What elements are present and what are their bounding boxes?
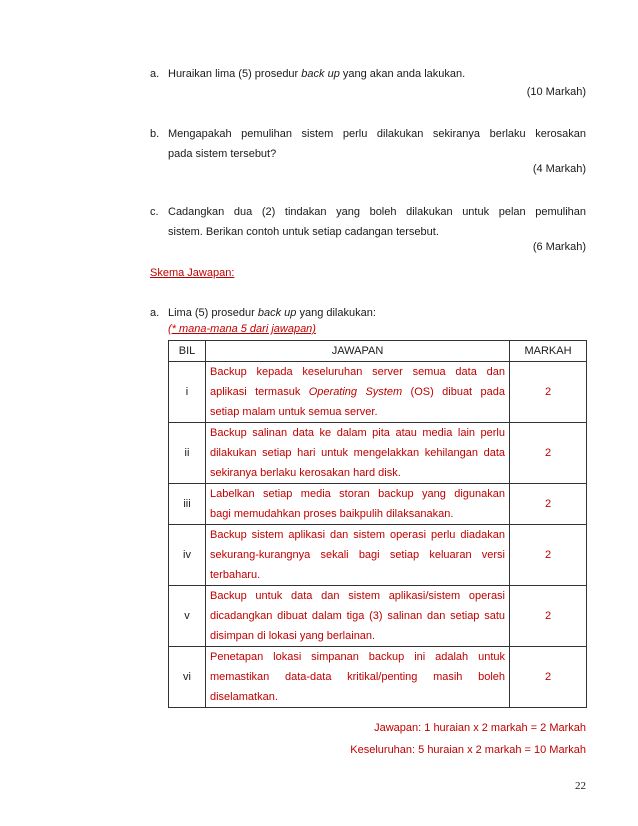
row-markah: 2 bbox=[510, 423, 587, 484]
table-row bbox=[169, 525, 587, 586]
question-c bbox=[150, 202, 586, 242]
row-markah: 2 bbox=[510, 586, 587, 647]
row-jawapan: Backup untuk data dan sistem aplikasi/sistem operasi dicadangkan dibuat dalam tiga (3) salinan dan setiap satu disimpan di lokasi yang berlainan. bbox=[206, 586, 510, 647]
question-a-text: Huraikan lima (5) prosedur back up yang akan anda lakukan. bbox=[168, 68, 466, 80]
answer-table bbox=[168, 340, 587, 708]
table-row bbox=[169, 362, 587, 423]
summary-line1: Jawapan: 1 huraian x 2 markah = 2 Markah bbox=[374, 722, 586, 734]
question-a bbox=[150, 64, 586, 84]
question-b-marks: (4 Markah) bbox=[532, 163, 586, 175]
table-row bbox=[169, 647, 587, 708]
row-markah: 2 bbox=[510, 484, 587, 525]
question-b-line2: pada sistem tersebut? bbox=[168, 148, 277, 160]
row-bil: iii bbox=[169, 484, 206, 525]
row-markah: 2 bbox=[510, 525, 587, 586]
row-bil: ii bbox=[169, 423, 206, 484]
row-jawapan: Backup salinan data ke dalam pita atau media lain perlu dilakukan setiap hari untuk mengelakkan kehilangan data sekiranya berlaku kerosakan hard disk. bbox=[206, 423, 510, 484]
scheme-note: (* mana-mana 5 dari jawapan) bbox=[168, 323, 316, 335]
question-a-label: a. bbox=[150, 68, 160, 80]
header-jawapan: JAWAPAN bbox=[206, 341, 510, 362]
row-markah: 2 bbox=[510, 362, 587, 423]
question-b-line1: Mengapakah pemulihan sistem perlu dilakukan sekiranya berlaku kerosakan bbox=[168, 128, 586, 140]
row-jawapan: Backup kepada keseluruhan server semua data dan aplikasi termasuk Operating System (OS) dibuat pada setiap malam untuk semua server. bbox=[206, 362, 510, 423]
scheme-intro: a. Lima (5) prosedur back up yang dilakukan: bbox=[150, 303, 586, 323]
row-bil: v bbox=[169, 586, 206, 647]
question-a-marks: (10 Markah) bbox=[526, 86, 586, 98]
question-c-marks: (6 Markah) bbox=[532, 241, 586, 253]
row-markah: 2 bbox=[510, 647, 587, 708]
table-header-row bbox=[169, 341, 587, 362]
scheme-title: Skema Jawapan: bbox=[150, 267, 235, 279]
row-jawapan: Backup sistem aplikasi dan sistem operasi perlu diadakan sekurang-kurangnya sekali bagi setiap keluaran versi terbaharu. bbox=[206, 525, 510, 586]
row-jawapan: Labelkan setiap media storan backup yang digunakan bagi memudahkan proses baikpulih dilaksanakan. bbox=[206, 484, 510, 525]
header-bil: BIL bbox=[169, 341, 206, 362]
row-jawapan: Penetapan lokasi simpanan backup ini adalah untuk memastikan data-data kritikal/penting masih boleh diselamatkan. bbox=[206, 647, 510, 708]
table-row bbox=[169, 423, 587, 484]
table-row bbox=[169, 586, 587, 647]
question-c-line1: Cadangkan dua (2) tindakan yang boleh dilakukan untuk pelan pemulihan bbox=[168, 206, 586, 218]
summary-line2: Keseluruhan: 5 huraian x 2 markah = 10 Markah bbox=[350, 744, 586, 756]
scheme-intro-label: a. bbox=[150, 307, 160, 319]
row-bil: vi bbox=[169, 647, 206, 708]
page-number: 22 bbox=[575, 780, 586, 792]
table-row bbox=[169, 484, 587, 525]
question-b bbox=[150, 124, 586, 164]
question-b-label: b. bbox=[150, 128, 160, 140]
row-bil: i bbox=[169, 362, 206, 423]
question-c-line2: sistem. Berikan contoh untuk setiap cadangan tersebut. bbox=[168, 226, 439, 238]
question-c-label: c. bbox=[150, 206, 159, 218]
row-bil: iv bbox=[169, 525, 206, 586]
header-markah: MARKAH bbox=[510, 341, 587, 362]
